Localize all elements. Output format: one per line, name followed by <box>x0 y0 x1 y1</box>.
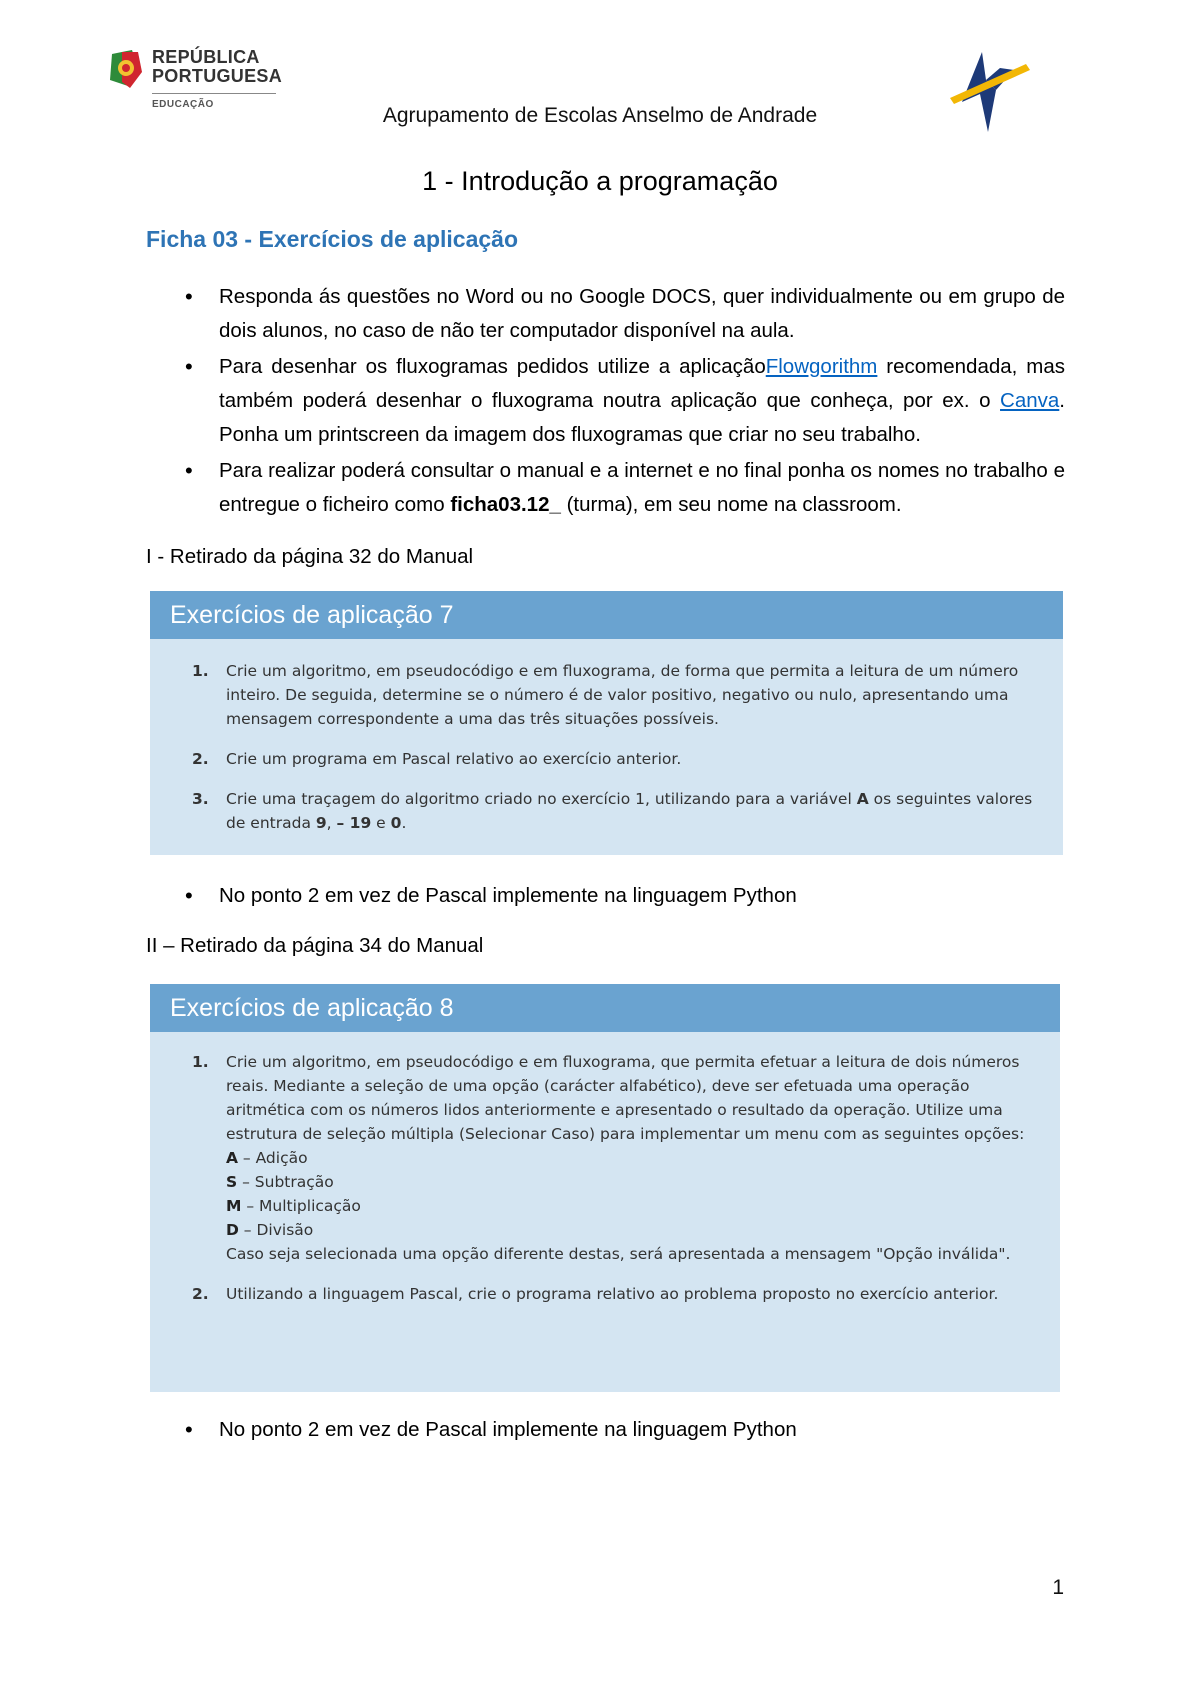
exercise-item: 2. Crie um programa em Pascal relativo ao exercício anterior. <box>192 750 682 768</box>
exercise-list <box>150 1050 1060 1306</box>
instruction-item: • Responda ás questões no Word ou no Google DOCS, quer individualmente ou em grupo de dois alunos, no caso de não ter computador disponível na aula. <box>219 280 1065 348</box>
page-title: 1 - Introdução a programação <box>422 166 778 196</box>
canva-link[interactable]: Canva <box>1000 389 1060 412</box>
exercise-item: 1. Crie um algoritmo, em pseudocódigo e em fluxograma, de forma que permita a leitura de um número inteiro. De seguida, determine se o número é de valor positivo, negativo ou nulo, apresentando uma mensagem correspondente a uma das três situações possíveis. <box>192 662 1019 728</box>
menu-option: D – Divisão <box>226 1221 314 1239</box>
page-number: 1 <box>1052 1576 1064 1599</box>
menu-option: S – Subtração <box>226 1173 334 1191</box>
flowgorithm-link[interactable]: Flowgorithm <box>765 355 878 378</box>
menu-option: M – Multiplicação <box>226 1197 361 1215</box>
exercise-item: 2. Utilizando a linguagem Pascal, crie o programa relativo ao problema proposto no exercício anterior. <box>192 1285 999 1303</box>
logo-divider <box>152 93 276 94</box>
instruction-item: • Para desenhar os fluxogramas pedidos utilize a aplicaçãoFlowgorithm recomendada, mas também poderá desenhar o fluxograma noutra aplicação que conheça, por ex. o Canva. Ponha um printscreen da imagem dos fluxogramas que criar no seu trabalho. <box>219 350 1065 452</box>
school-name: Agrupamento de Escolas Anselmo de Andrade <box>382 104 818 127</box>
section-2-heading: II – Retirado da página 34 do Manual <box>146 934 484 957</box>
exercise-item: 1. Crie um algoritmo, em pseudocódigo e em fluxograma, que permita efetuar a leitura de dois números reais. Mediante a seleção de uma opção (carácter alfabético), deve ser efetuada uma operação aritmética com os números lidos anteriormente e apresentado o resultado da operação. Utilize uma estrutura de seleção múltipla (Selecionar Caso) para implementar um menu com as seguintes opções: A – Adição S – Subtração M – Multiplicação D – Divisão Caso seja selecionada uma opção diferente destas, será apresentada a mensagem "Opção inválida". <box>150 1050 1060 1266</box>
republica-portuguesa-text: REPÚBLICA PORTUGUESA <box>152 47 283 86</box>
instruction-item: • Para realizar poderá consultar o manual e a internet e no final ponha os nomes no trabalho e entregue o ficheiro como ficha03.12_ (turma), em seu nome na classroom. <box>219 454 1065 522</box>
exercise-box-8-title: Exercícios de aplicação 8 <box>150 984 1060 1032</box>
coat-of-arms-icon <box>104 46 148 92</box>
menu-option: A – Adição <box>226 1149 308 1167</box>
section-1-heading: I - Retirado da página 32 do Manual <box>146 545 474 568</box>
educacao-label: EDUCAÇÃO <box>152 99 214 110</box>
section-2-note: • No ponto 2 em vez de Pascal implemente na linguagem Python <box>219 1413 1065 1447</box>
exercise-item: 3. Crie uma traçagem do algoritmo criado no exercício 1, utilizando para a variável A os seguintes valores de entrada 9, – 19 e 0. <box>192 790 1033 832</box>
section-1-note: • No ponto 2 em vez de Pascal implemente na linguagem Python <box>219 879 1065 913</box>
worksheet-subtitle: Ficha 03 - Exercícios de aplicação <box>146 226 519 252</box>
exercise-box-8 <box>150 984 1060 1392</box>
exercise-box-7 <box>150 591 1063 855</box>
exercise-box-7-title: Exercícios de aplicação 7 <box>150 591 1063 639</box>
filename-text: ficha03.12_ <box>450 493 561 516</box>
exercise-list <box>150 659 1063 835</box>
